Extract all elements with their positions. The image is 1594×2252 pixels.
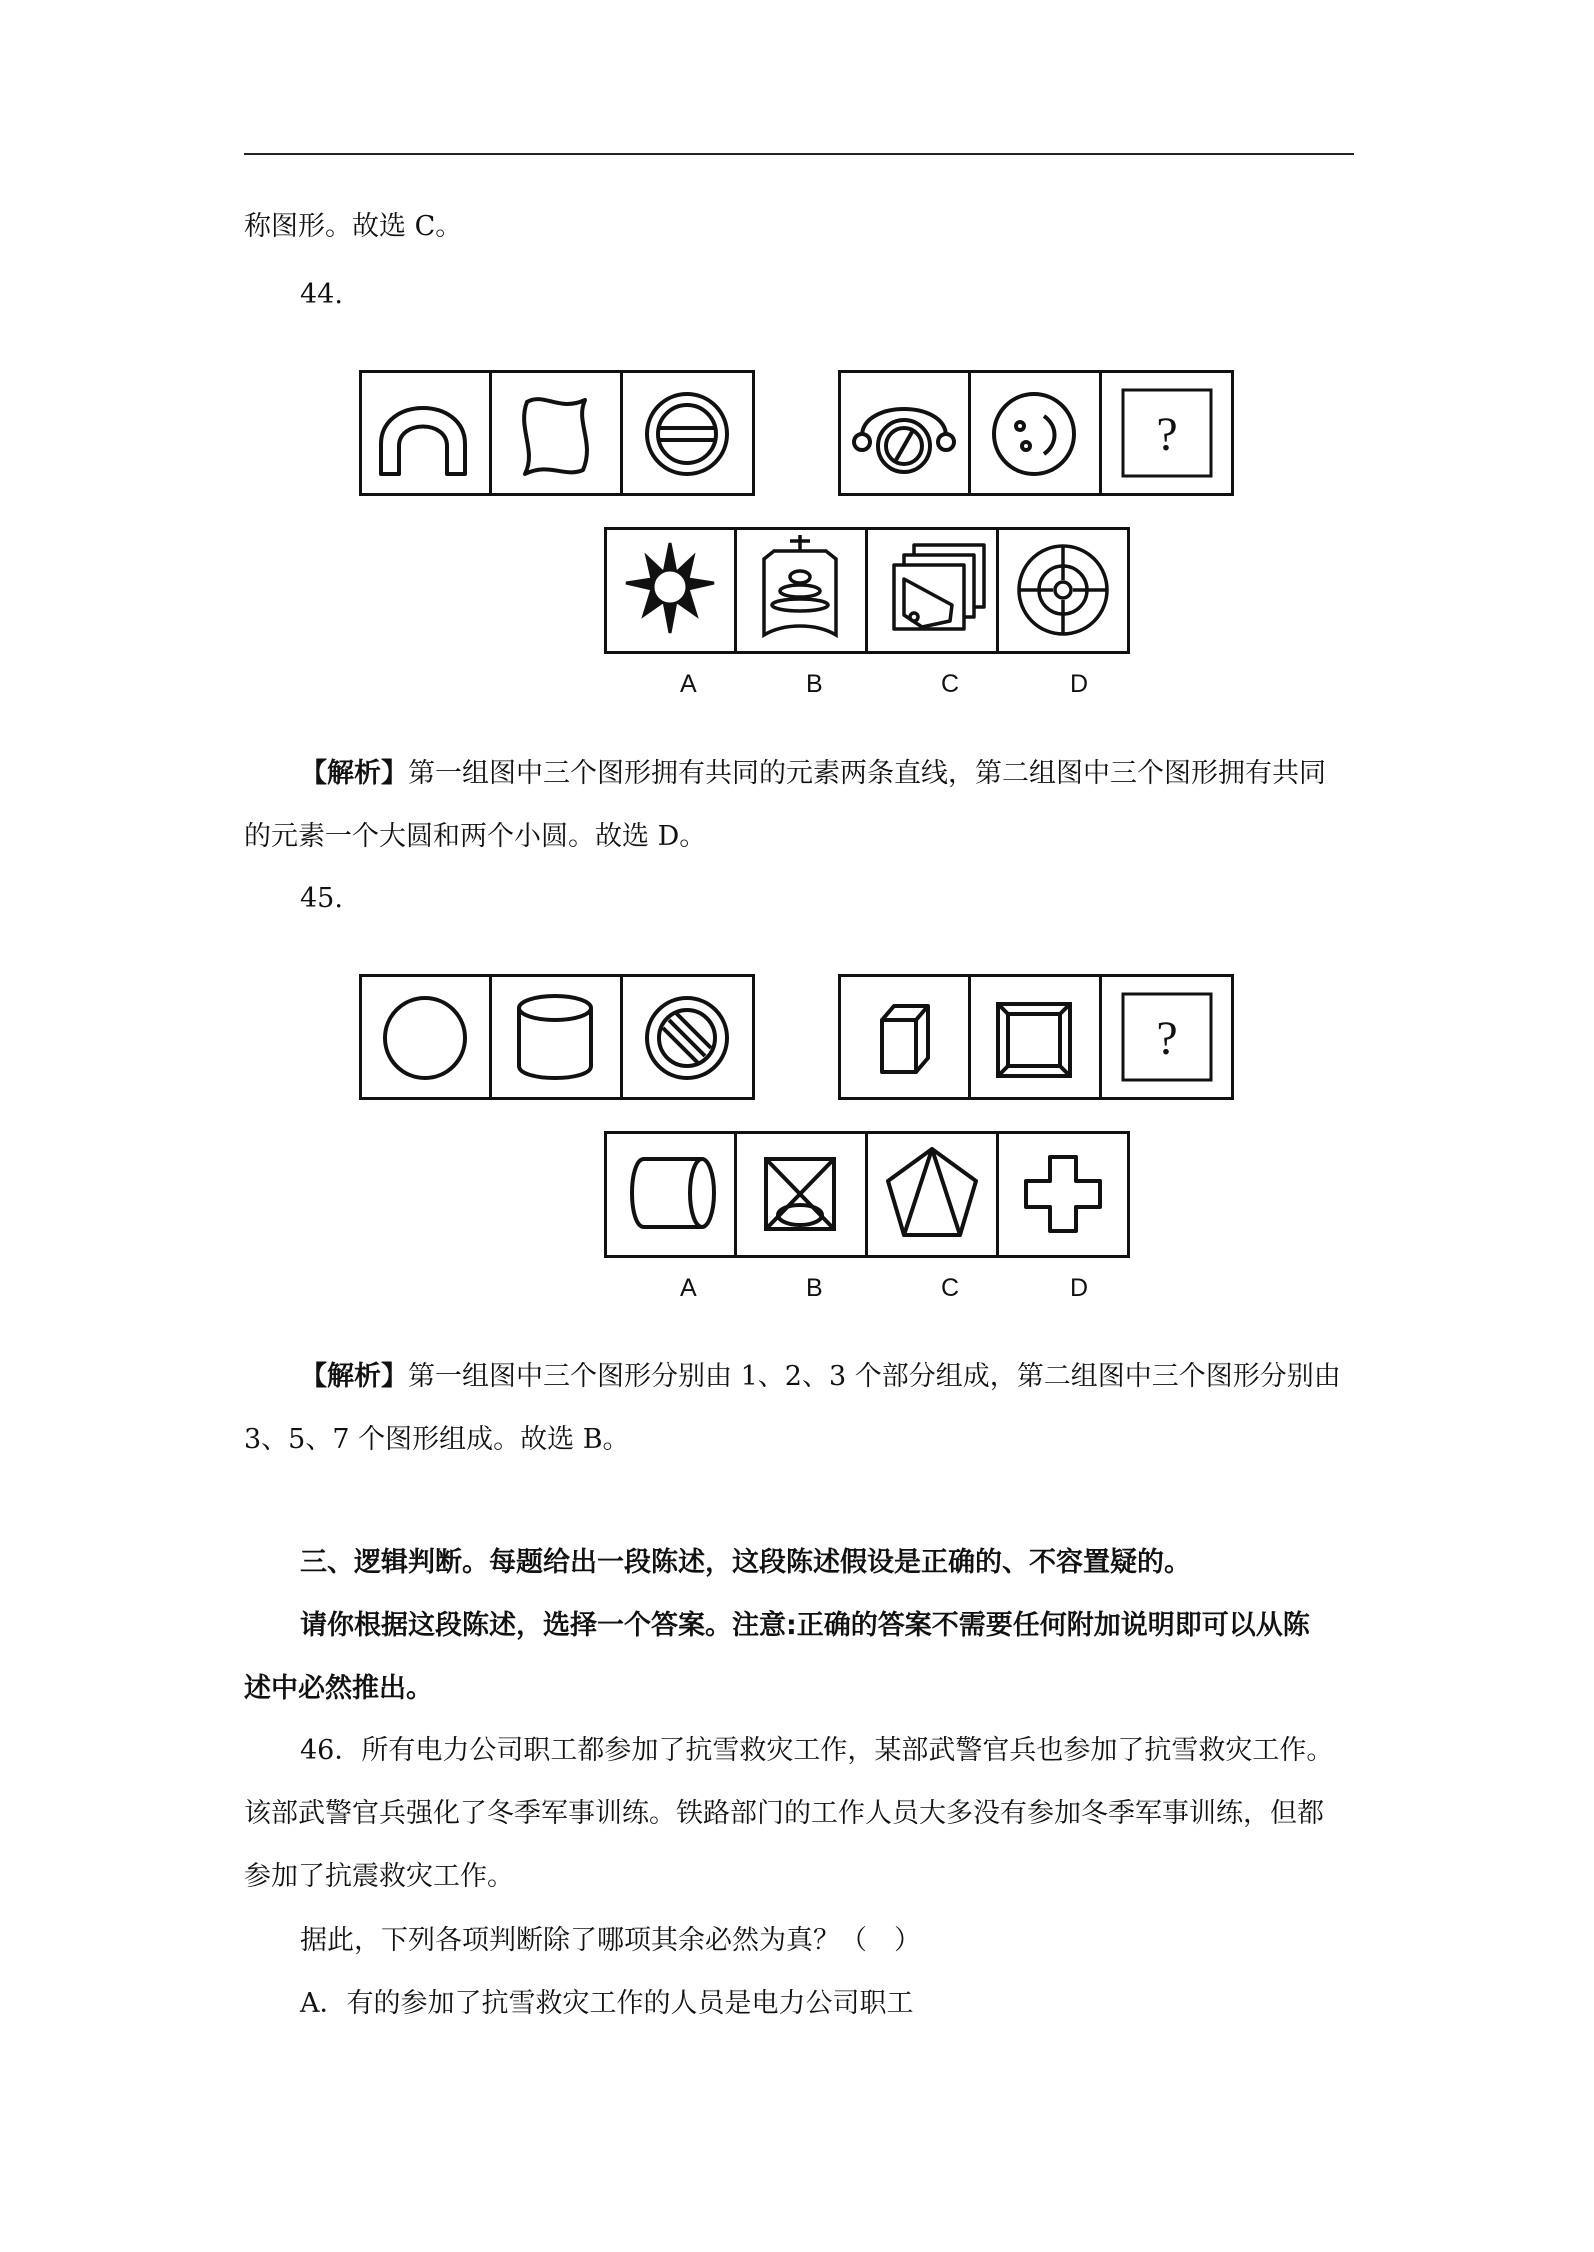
- q46-option-a: A．有的参加了抗雪救灾工作的人员是电力公司职工: [300, 1988, 914, 2019]
- cube-shape: [882, 1006, 928, 1072]
- section3-line2: 请你根据这段陈述，选择一个答案。注意:正确的答案不需要任何附加说明即可以从陈: [300, 1610, 1310, 1641]
- q46-prompt: 据此，下列各项判断除了哪项其余必然为真？（ ）: [300, 1925, 921, 1956]
- q44-group2: [838, 370, 1234, 496]
- frame-shape: [998, 1004, 1070, 1076]
- q45-analysis-line1: [300, 1360, 1341, 1394]
- q45-option-label-c: C: [941, 1274, 960, 1302]
- q45-group2: [838, 974, 1234, 1100]
- horizontal-cylinder-shape: [632, 1159, 714, 1227]
- q44-option-label-b: B: [806, 670, 823, 698]
- q45-number: 45.: [300, 883, 343, 914]
- q46-line3: 参加了抗震救灾工作。: [244, 1861, 514, 1892]
- q44-options: [604, 527, 1130, 654]
- q45-option-label-a: A: [680, 1274, 697, 1302]
- q44-analysis-line1: [300, 757, 1326, 791]
- q45-group1: [359, 974, 755, 1100]
- arch-shape: [381, 408, 465, 474]
- q45-analysis-tag: 【解析】: [300, 1361, 408, 1392]
- circle-lines-shape: [647, 394, 727, 474]
- question-mark: ?: [1156, 408, 1178, 461]
- q45-option-label-b: B: [806, 1274, 823, 1302]
- q44-analysis-text1: 第一组图中三个图形拥有共同的元素两条直线，第二组图中三个图形拥有共同: [408, 758, 1326, 789]
- cylinder-shape: [519, 996, 591, 1078]
- knob-shape: [854, 409, 954, 472]
- q44-analysis-line2: 的元素一个大圆和两个小圆。故选 D。: [244, 821, 707, 852]
- cards-shape: [894, 545, 984, 629]
- q46-line2: 该部武警官兵强化了冬季军事训练。铁路部门的工作人员大多没有参加冬季军事训练，但都: [244, 1798, 1324, 1829]
- q45-analysis-text1: 第一组图中三个图形分别由 1、2、3 个部分组成，第二组图中三个图形分别由: [408, 1361, 1341, 1392]
- target-shape: [1019, 546, 1107, 634]
- q44-group1: [359, 370, 755, 496]
- header-rule: [244, 153, 1354, 155]
- no-sign-shape: [647, 998, 727, 1078]
- scroll-shape: [524, 399, 587, 474]
- q45-option-label-d: D: [1070, 1274, 1089, 1302]
- q44-number: 44.: [300, 279, 343, 310]
- q45-analysis-line2: 3、5、7 个图形组成。故选 B。: [244, 1424, 630, 1455]
- cross-shape: [1026, 1157, 1100, 1231]
- x-box-shape: [766, 1159, 834, 1229]
- stack-shape: [764, 535, 836, 635]
- face-shape: [994, 394, 1074, 474]
- question-mark: ?: [1156, 1012, 1178, 1065]
- section3-line1: 三、逻辑判断。每题给出一段陈述，这段陈述假设是正确的、不容置疑的。: [300, 1547, 1191, 1578]
- q44-option-label-d: D: [1070, 670, 1089, 698]
- circle-shape: [385, 998, 465, 1078]
- sun-shape: [626, 543, 714, 633]
- q45-options: [604, 1131, 1130, 1258]
- intro-line: 称图形。故选 C。: [244, 211, 463, 242]
- section3-line3: 述中必然推出。: [244, 1673, 433, 1704]
- pentagon-shape: [888, 1149, 976, 1235]
- q44-option-label-c: C: [941, 670, 960, 698]
- q44-analysis-tag: 【解析】: [300, 758, 408, 789]
- q46-line1: 46．所有电力公司职工都参加了抗雪救灾工作，某部武警官兵也参加了抗雪救灾工作。: [300, 1735, 1334, 1766]
- q44-option-label-a: A: [680, 670, 697, 698]
